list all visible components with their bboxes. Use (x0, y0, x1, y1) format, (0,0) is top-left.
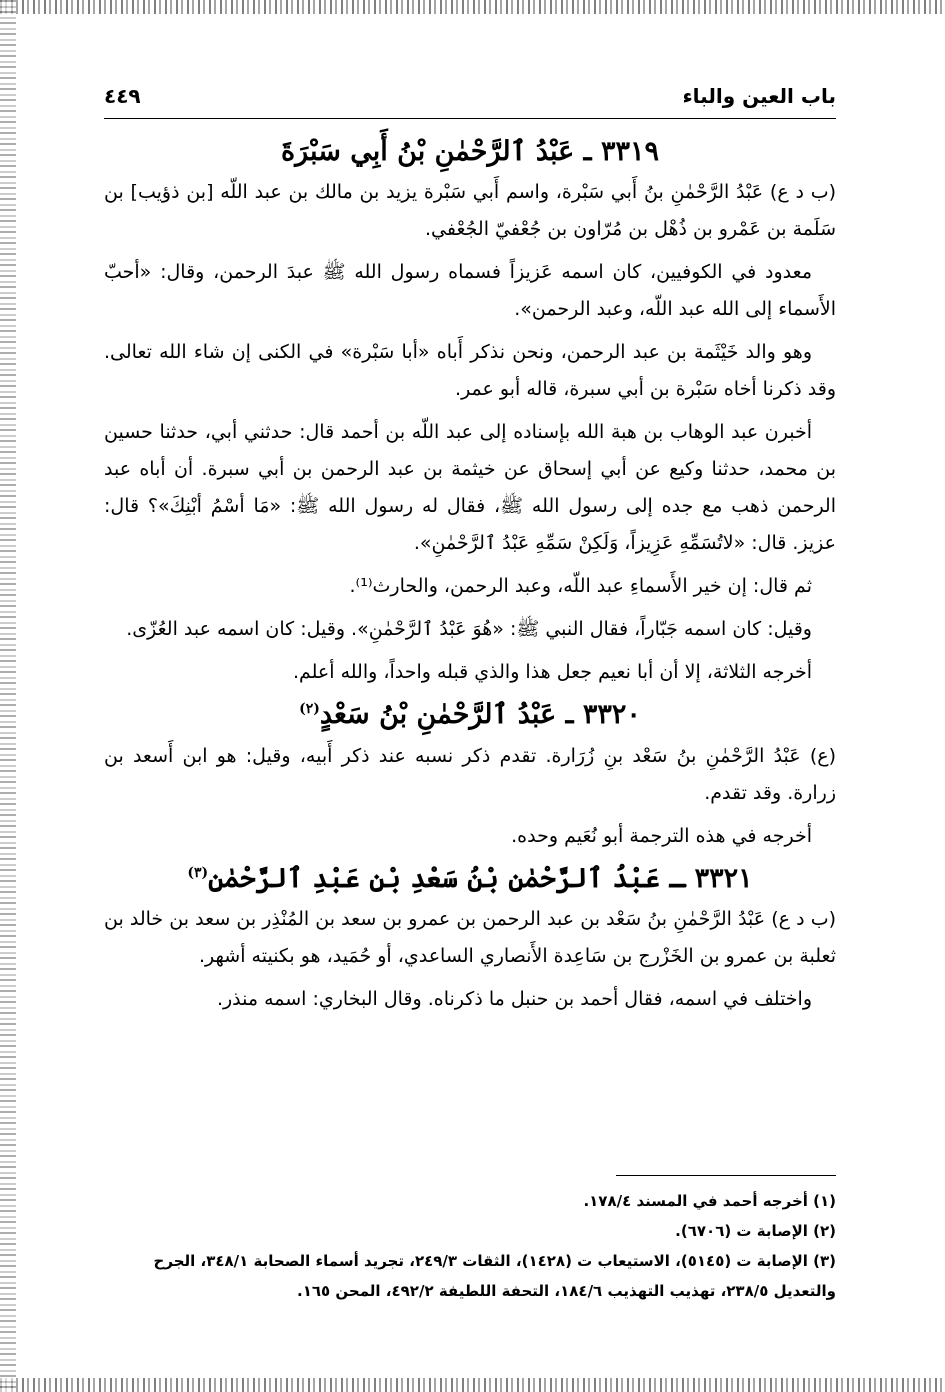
page-body (104, 134, 836, 1024)
paragraph: معدود في الكوفيين، كان اسمه عَزيزاً فسماه رسول الله ﷺ عبدَ الرحمن، وقال: «أحبّ الأَسماء إلى الله عبد اللّه، وعبد الرحمن». (104, 261, 836, 321)
paragraph: (ع) عَبْدُ الرَّحْمٰنِ بنُ سَعْد بنِ زُرَارة. تقدم ذكر نسبه عند ذكر أَبيه، وقيل: هو ابن أَسعد بن زرارة. وقد تقدم. (104, 744, 836, 804)
paragraph: أخبرن عبد الوهاب بن هبة الله بإسناده إلى عبد اللّه بن أحمد قال: حدثني أبي، حدثنا حسين بن محمد، حدثنا وكيع عن أبي إسحاق عن خيثمة بن عبد الرحمن بن أبي سبرة. أن أباه عبد الرحمن ذهب مع جده إلى رسول الله ﷺ، فقال له رسول الله ﷺ: «مَا أسْمُ أبْنِكَ»؟ قال: عزيز. قال: «لاتُسَمِّهِ عَزِيزاً، وَلَكِنْ سَمِّهِ عَبْدُ ٱلرَّحْمٰنِ». (104, 421, 836, 555)
footnote: (٣) الإصابة ت (٥١٤٥)، الاستيعاب ت (١٤٢٨)، الثقات ٢٤٩/٣، تجريد أسماء الصحابة ٣٤٨/١، الجرح والتعديل ٢٣٨/٥، تهذيب التهذيب ١٨٤/٦، التحفة اللطيفة ٤٩٢/٢، المحن ١٦٥. (153, 1252, 836, 1300)
top-ornamental-border (0, 0, 945, 14)
paragraph: أخرجه في هذه الترجمة أبو نُعَيم وحده. (511, 824, 812, 847)
page-header (104, 84, 836, 114)
entry-title-3321 (104, 861, 836, 897)
paragraph: وهو والد خَيْثَمة بن عبد الرحمن، ونحن نذكر أَباه «أبا سَبْرة» في الكنى إن شاء الله تعالى. وقد ذكرنا أخاه سَبْرة بن أبي سبرة، قاله أبو عمر. (104, 341, 836, 401)
footnote: (٢) الإصابة ت (٦٧٠٦). (675, 1222, 836, 1240)
entry-title-3320 (104, 697, 836, 733)
entry-title-text: ٣٣٢٠ ـ عَبْدُ ٱلرَّحْمٰنِ بْنُ سَعْدٍ (319, 699, 641, 731)
paragraph: وقيل: كان اسمه جَبّاراً، فقال النبي ﷺ: «هُوَ عَبْدُ ٱلرَّحْمٰنِ». وقيل: كان اسمه عبد العُزّى. (126, 618, 812, 641)
paragraph: (ب د ع) عَبْدُ الرَّحْمٰنِ بنُ أَبي سَبْرة، واسم أَبي سَبْرة يزيد بن مالك بن عبد اللّه [بن ذؤيب] بن سَلَمة بن عَمْرو بن ذُهْل بن مُرّاون بن جُعْفيّ الجُعْفي. (104, 181, 836, 241)
book-page (104, 78, 836, 1358)
entry-title-3319 (104, 134, 836, 170)
entry-title-text: ٣٣١٩ ـ عَبْدُ ٱلرَّحْمٰنِ بْنُ أَبِي سَبْرَةَ (281, 136, 659, 167)
paragraph: (ب د ع) عَبْدُ الرَّحْمٰنِ بنُ سَعْد بن عبد الرحمن بن عمرو بن سعد بن المُنْذِر بن سعد بن خالد بن ثعلبة بن عمرو بن الخَزْرج بن سَاعِدة الأَنصاري الساعدي، أو حُمَيد، هو بكنيته أشهر. (104, 908, 836, 968)
footnote-marker: (٣) (187, 864, 209, 881)
footnote-separator (616, 1175, 836, 1176)
bottom-ornamental-border (0, 1378, 945, 1392)
page-number: ٤٤٩ (104, 84, 141, 108)
paragraph: واختلف في اسمه، فقال أحمد بن حنبل ما ذكرناه. وقال البخاري: اسمه منذر. (216, 988, 812, 1011)
paragraph: أخرجه الثلاثة، إلا أن أبا نعيم جعل هذا والذي قبله واحداً، والله أعلم. (292, 661, 812, 684)
header-rule (104, 118, 836, 119)
footnote-marker: (٢) (299, 701, 320, 718)
footnote: (١) أخرجه أحمد في المسند ١٧٨/٤. (583, 1192, 836, 1210)
footnotes (104, 1186, 836, 1306)
paragraph: ثم قال: إن خير الأَسماءِ عبد اللّه، وعبد الرحمن، والحارث⁽¹⁾. (349, 575, 812, 598)
left-ornamental-border (0, 0, 16, 1392)
running-head: باب العين والباء (682, 84, 836, 108)
entry-title-text: ٣٣٢١ ـ عَبْدُ ٱلرَّحْمٰنِ بْنُ سَعْدِ بْنِ عَبْدِ ٱلرَّحْمٰنِ (208, 862, 753, 894)
